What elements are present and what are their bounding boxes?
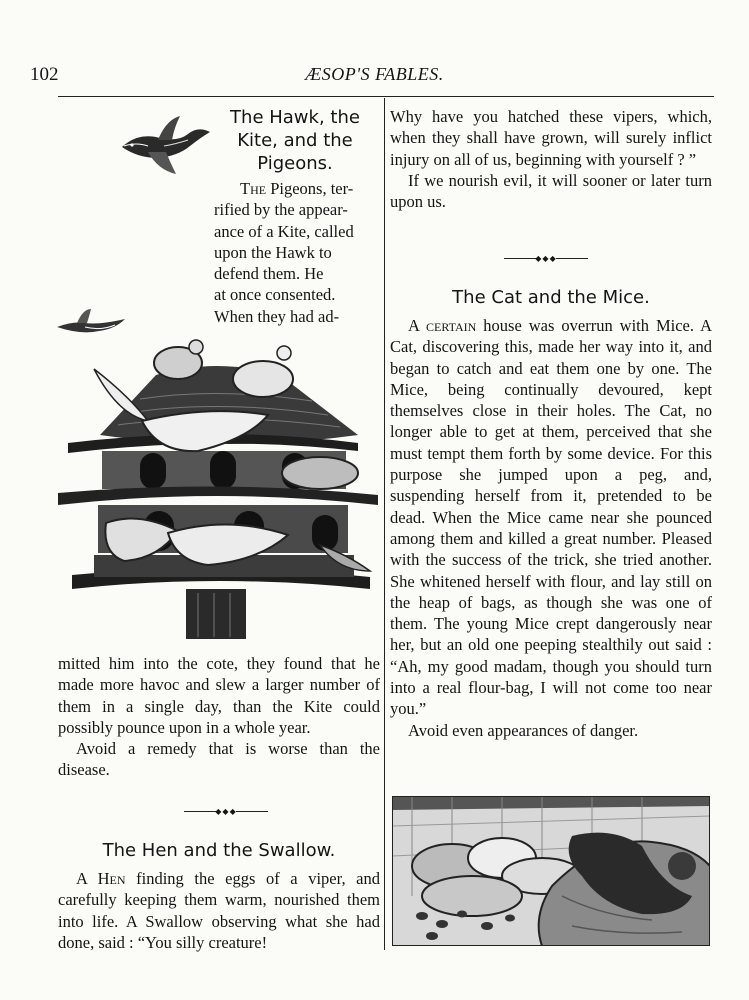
text-line: The Pigeons, ter-	[240, 179, 354, 198]
title-line: Pigeons.	[257, 153, 333, 174]
fable2-paragraph: finding the eggs of a viper, and carefully keeping them warm, nourished them into life. A Swallow observing what she had done, said : “You silly creature!	[58, 869, 380, 952]
ornament-dots: ◆◆◆	[535, 254, 557, 263]
fable2-lead-word: A Hen	[76, 869, 126, 888]
page-number: 102	[30, 64, 59, 85]
text-line: ance of a Kite, called	[214, 221, 354, 241]
title-line: The Hawk, the	[230, 107, 360, 128]
ornament-dots: ◆◆◆	[215, 807, 237, 816]
fable1-opening-text	[214, 178, 378, 327]
fable2-continued-paragraph: Why have you hatched these vipers, which, when they shall have grown, will surely inflict injury on all of us, beginning with yourself ? ”	[390, 107, 712, 169]
fable3-lead-word: A certain	[408, 316, 477, 335]
column-divider	[384, 98, 385, 950]
fable1-continued-paragraph: mitted him into the cote, they found that he made more havoc and slew a larger number of them in a single day, than the Kite could possibly pounce upon in a whole year.	[58, 654, 380, 737]
text-line: upon the Hawk to	[214, 242, 332, 262]
section-ornament	[504, 254, 588, 264]
fable2-continuation	[390, 106, 712, 212]
fable1-moral: Avoid a remedy that is worse than the disease.	[58, 739, 380, 780]
small-bird-illustration	[55, 307, 130, 337]
fable2-moral: If we nourish evil, it will sooner or later turn upon us.	[390, 170, 712, 212]
section-ornament	[184, 807, 268, 817]
running-title: ÆSOP'S FABLES.	[305, 64, 444, 84]
fable3-text	[390, 315, 712, 741]
flying-pigeon-illustration	[118, 112, 213, 177]
fable3-paragraph: house was overrun with Mice. A Cat, discovering this, made her way into it, and began to catch and eat them one by one. The Mice, being continually devoured, kept themselves close in their holes. The Cat, no longer able to get at them, perceived that she must tempt them forth by some device. For this purpose she jumped upon a peg, and, suspending herself from it, pretended to be dead. When the Mice came near she pounced among them and killed a great number. Pleased with the success of the trick, she tried another. She whitened herself with flour, and lay still on the heap of bags, as though she was one of them. The young Mice crept dangerously near her, but an old one peeping stealthily out said : “Ah, my good madam, though you should turn into a real flour-bag, I will not come too near you.”	[390, 316, 712, 719]
fable-title-cat-mice: The Cat and the Mice.	[452, 287, 650, 308]
fable2-text	[58, 868, 380, 953]
title-line: Kite, and the	[237, 130, 353, 151]
text-line: When they had ad-	[214, 306, 340, 326]
fable-title-hawk-kite-pigeons	[214, 106, 376, 175]
cat-flour-bags-illustration	[392, 796, 710, 946]
dovecote-illustration	[58, 335, 380, 640]
text-line: rified by the appear-	[214, 200, 348, 220]
header-rule	[58, 96, 714, 97]
fable-title-hen-swallow: The Hen and the Swallow.	[102, 840, 336, 861]
text-line: defend them. He	[214, 264, 324, 284]
fable1-continuation	[58, 653, 380, 781]
page-header	[0, 64, 749, 90]
fable3-moral: Avoid even appearances of danger.	[408, 720, 639, 740]
text-line: at once consented.	[214, 285, 336, 305]
